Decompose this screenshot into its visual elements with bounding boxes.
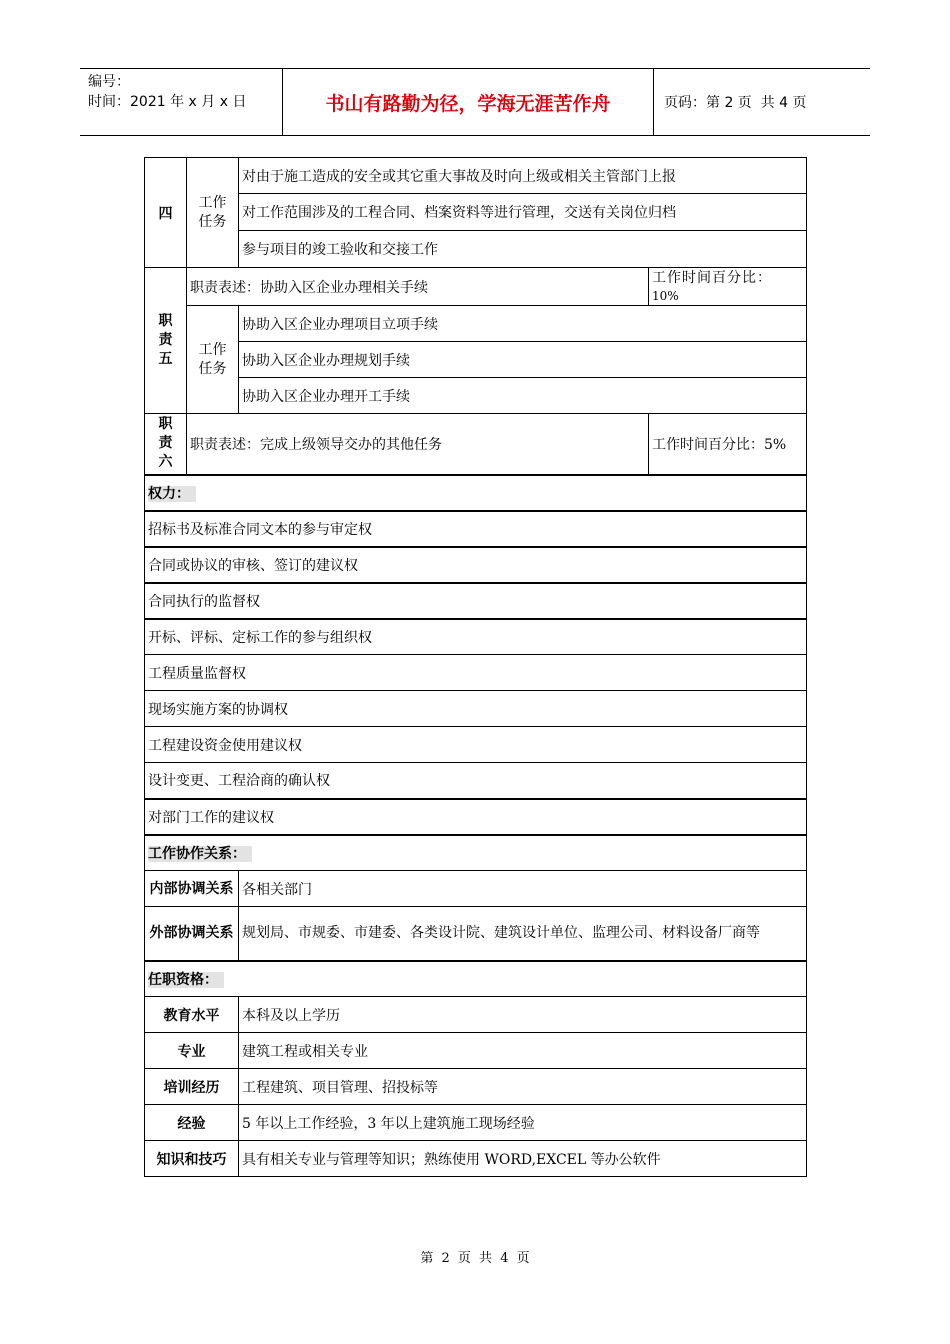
qualification-label: 经验 <box>145 1105 239 1141</box>
authority-row <box>145 511 807 547</box>
duty5-task-row <box>145 306 807 342</box>
duty5-task-2: 协助入区企业办理规划手续 <box>239 342 807 378</box>
qualification-label: 教育水平 <box>145 997 239 1033</box>
qualification-value: 工程建筑、项目管理、招投标等 <box>239 1069 807 1105</box>
duty4-task-2: 对工作范围涉及的工程合同、档案资料等进行管理，交送有关岗位归档 <box>239 194 807 231</box>
relations-title: 工作协作关系： <box>145 835 807 871</box>
authority-row <box>145 799 807 835</box>
job-description-table <box>144 157 807 1177</box>
qualification-label: 专业 <box>145 1033 239 1069</box>
authority-row <box>145 547 807 583</box>
qualification-row <box>145 1105 807 1141</box>
duty6-statement: 职责表述：完成上级领导交办的其他任务 <box>187 414 649 475</box>
qualification-value: 建筑工程或相关专业 <box>239 1033 807 1069</box>
duty6-row <box>145 414 807 475</box>
qualification-value: 本科及以上学历 <box>239 997 807 1033</box>
header-meta <box>80 69 282 135</box>
qualifications-header-row <box>145 961 807 997</box>
qualifications-title: 任职资格： <box>145 961 807 997</box>
page-info-text: 页码：第 2 页 共 4 页 <box>664 95 807 111</box>
date-label: 时间：2021 年 x 月 x 日 <box>88 94 247 110</box>
authority-row <box>145 583 807 619</box>
authority-item: 设计变更、工程洽商的确认权 <box>145 763 807 799</box>
authority-item: 开标、评标、定标工作的参与组织权 <box>145 619 807 655</box>
authority-item: 对部门工作的建议权 <box>145 799 807 835</box>
external-value: 规划局、市规委、市建委、各类设计院、建筑设计单位、监理公司、材料设备厂商等 <box>239 907 807 961</box>
authority-item: 合同或协议的审核、签订的建议权 <box>145 547 807 583</box>
duty5-number: 职责五 <box>145 268 187 414</box>
authority-item: 现场实施方案的协调权 <box>145 691 807 727</box>
duty4-task-row <box>145 194 807 231</box>
duty4-task-label: 工作任务 <box>187 158 239 268</box>
duty5-statement: 职责表述：协助入区企业办理相关手续 <box>187 268 649 306</box>
duty4-task-3: 参与项目的竣工验收和交接工作 <box>239 231 807 268</box>
relations-header-row <box>145 835 807 871</box>
qualification-value: 具有相关专业与管理等知识；熟练使用 WORD,EXCEL 等办公软件 <box>239 1141 807 1177</box>
duty5-task-3: 协助入区企业办理开工手续 <box>239 378 807 414</box>
duty4-task-1: 对由于施工造成的安全或其它重大事故及时向上级或相关主管部门上报 <box>239 158 807 194</box>
duty5-task-label: 工作任务 <box>187 306 239 414</box>
header-motto: 书山有路勤为径，学海无涯苦作舟 <box>282 69 654 135</box>
duty6-number: 职责六 <box>145 414 187 475</box>
authority-title: 权力： <box>145 475 807 511</box>
duty5-time-pct: 工作时间百分比： 10% <box>649 268 807 306</box>
authority-item: 工程建设资金使用建议权 <box>145 727 807 763</box>
page-header <box>80 68 870 136</box>
qualification-value: 5 年以上工作经验，3 年以上建筑施工现场经验 <box>239 1105 807 1141</box>
authority-item: 招标书及标准合同文本的参与审定权 <box>145 511 807 547</box>
qualification-row <box>145 997 807 1033</box>
relations-internal-row <box>145 871 807 907</box>
duty5-task-row <box>145 342 807 378</box>
authority-row <box>145 727 807 763</box>
authority-header-row <box>145 475 807 511</box>
authority-item: 工程质量监督权 <box>145 655 807 691</box>
qualification-row <box>145 1141 807 1177</box>
relations-external-row <box>145 907 807 961</box>
page-footer: 第 2 页 共 4 页 <box>420 1251 530 1266</box>
qualification-row <box>145 1033 807 1069</box>
duty5-task-1: 协助入区企业办理项目立项手续 <box>239 306 807 342</box>
duty4-task-row <box>145 158 807 194</box>
duty4-task-row <box>145 231 807 268</box>
qualification-row <box>145 1069 807 1105</box>
authority-row <box>145 691 807 727</box>
qualification-label: 知识和技巧 <box>145 1141 239 1177</box>
qualification-label: 培训经历 <box>145 1069 239 1105</box>
header-page-info <box>654 69 870 135</box>
duty6-time-pct: 工作时间百分比：5% <box>649 414 807 475</box>
code-label: 编号： <box>88 74 130 90</box>
duty5-task-row <box>145 378 807 414</box>
authority-row <box>145 655 807 691</box>
internal-value: 各相关部门 <box>239 871 807 907</box>
authority-row <box>145 763 807 799</box>
duty5-statement-row <box>145 268 807 306</box>
internal-label: 内部协调关系 <box>145 871 239 907</box>
external-label: 外部协调关系 <box>145 907 239 961</box>
duty4-number: 四 <box>145 158 187 268</box>
authority-row <box>145 619 807 655</box>
authority-item: 合同执行的监督权 <box>145 583 807 619</box>
